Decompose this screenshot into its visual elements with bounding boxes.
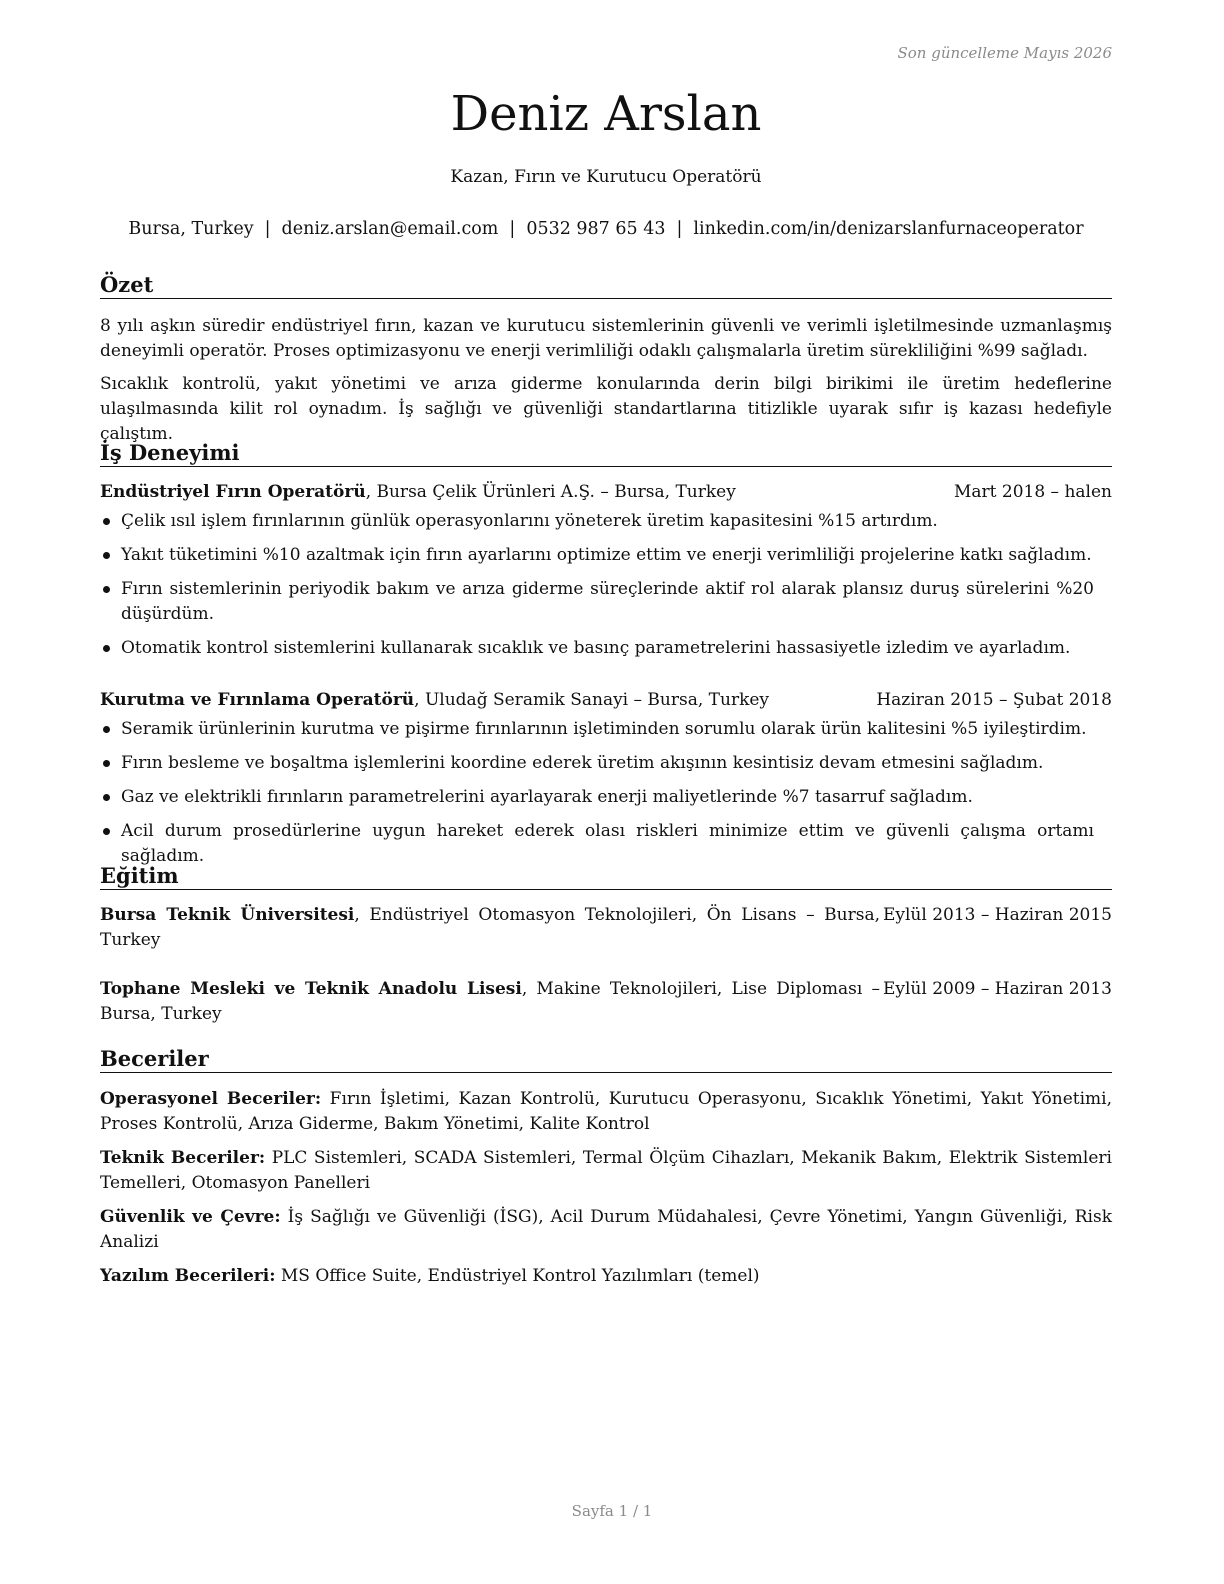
contact-separator: | bbox=[509, 219, 516, 239]
bullet-item: Gaz ve elektrikli fırınların parametrelerini ayarlayarak enerji maliyetlerinde %7 tasarruf sağladım. bbox=[100, 785, 1112, 810]
education-section bbox=[100, 863, 1112, 1027]
skills-section bbox=[100, 1046, 1112, 1289]
bullet-dot-icon bbox=[103, 726, 110, 733]
summary-paragraph: 8 yılı aşkın süredir endüstriyel fırın, kazan ve kurutucu sistemlerinin güvenli ve verimli işletilmesinde uzmanlaşmış deneyimli operatör. Proses optimizasyonu ve enerji verimliliği odaklı çalışmalarla üretim sürekliliğini %99 sağladı. bbox=[100, 316, 1112, 362]
section-title-experience: İş Deneyimi bbox=[100, 440, 1112, 467]
skill-group bbox=[100, 1146, 1112, 1196]
contact-separator: | bbox=[264, 219, 271, 239]
skill-group bbox=[100, 1264, 1112, 1289]
contact-line bbox=[100, 218, 1112, 241]
job-company: , Bursa Çelik Ürünleri A.Ş. – Bursa, Turkey bbox=[365, 482, 736, 503]
bullet-dot-icon bbox=[103, 518, 110, 525]
section-title-skills: Beceriler bbox=[100, 1046, 1112, 1073]
education-entry bbox=[100, 977, 1112, 1027]
bullet-item: Fırın sistemlerinin periyodik bakım ve arıza giderme süreçlerinde aktif rol alarak plansız duruş sürelerini %20 düşürdüm. bbox=[100, 577, 1112, 627]
summary-section bbox=[100, 272, 1112, 447]
page-number: Sayfa 1 / 1 bbox=[571, 1502, 653, 1520]
bullet-item: Yakıt tüketimini %10 azaltmak için fırın ayarlarını optimize ettim ve enerji verimliliği projelerine katkı sağladım. bbox=[100, 543, 1112, 568]
bullet-dot-icon bbox=[103, 760, 110, 767]
skill-items: Fırın İşletimi, Kazan Kontrolü, Kurutucu Operasyonu, Sıcaklık Yönetimi, Yakıt Yönetimi, Proses Kontrolü, Arıza Giderme, Bakım Yönetimi, Kalite Kontrol bbox=[100, 1089, 1112, 1135]
education-dates: Eylül 2013 – Haziran 2015 bbox=[882, 905, 1112, 926]
education-details: , Makine Teknolojileri, Lise Diploması – Bursa, Turkey bbox=[100, 979, 880, 1025]
skill-items: İş Sağlığı ve Güvenliği (İSG), Acil Durum Müdahalesi, Çevre Yönetimi, Yangın Güvenliği, Risk Analizi bbox=[100, 1207, 1112, 1253]
job-entry bbox=[100, 480, 1112, 661]
contact-separator: | bbox=[676, 219, 683, 239]
experience-section bbox=[100, 440, 1112, 869]
school-name: Tophane Mesleki ve Teknik Anadolu Lisesi bbox=[100, 979, 522, 1000]
job-bullets bbox=[100, 509, 1112, 661]
bullet-dot-icon bbox=[103, 794, 110, 801]
skill-label: Güvenlik ve Çevre: bbox=[100, 1207, 281, 1228]
job-dates: Mart 2018 – halen bbox=[953, 482, 1112, 503]
job-headline: Kazan, Fırın ve Kurutucu Operatörü bbox=[450, 167, 762, 187]
contact-phone[interactable]: 0532 987 65 43 bbox=[526, 219, 666, 239]
section-title-summary: Özet bbox=[100, 272, 1112, 299]
education-details: , Endüstriyel Otomasyon Teknolojileri, Ön Lisans – Bursa, Turkey bbox=[100, 905, 880, 951]
contact-location: Bursa, Turkey bbox=[128, 219, 254, 239]
job-header bbox=[100, 480, 1112, 505]
bullet-dot-icon bbox=[103, 586, 110, 593]
job-header bbox=[100, 688, 1112, 713]
bullet-item: Çelik ısıl işlem fırınlarının günlük operasyonlarını yöneterek üretim kapasitesini %15 artırdım. bbox=[100, 509, 1112, 534]
bullet-item: Acil durum prosedürlerine uygun hareket ederek olası riskleri minimize ettim ve güvenli çalışma ortamı sağladım. bbox=[100, 819, 1112, 869]
bullet-dot-icon bbox=[103, 828, 110, 835]
education-dates: Eylül 2009 – Haziran 2013 bbox=[882, 979, 1112, 1000]
contact-email[interactable]: deniz.arslan@email.com bbox=[281, 219, 499, 239]
skill-label: Teknik Beceriler: bbox=[100, 1148, 266, 1169]
job-bullets bbox=[100, 717, 1112, 869]
skill-items: PLC Sistemleri, SCADA Sistemleri, Termal Ölçüm Cihazları, Mekanik Bakım, Elektrik Sistemleri Temelleri, Otomasyon Panelleri bbox=[100, 1148, 1112, 1194]
bullet-dot-icon bbox=[103, 645, 110, 652]
bullet-item: Fırın besleme ve boşaltma işlemlerini koordine ederek üretim akışının kesintisiz devam etmesini sağladım. bbox=[100, 751, 1112, 776]
job-dates: Haziran 2015 – Şubat 2018 bbox=[876, 690, 1112, 711]
candidate-name: Deniz Arslan bbox=[450, 86, 762, 142]
skill-group bbox=[100, 1205, 1112, 1255]
job-role: Kurutma ve Fırınlama Operatörü bbox=[100, 690, 415, 711]
school-name: Bursa Teknik Üniversitesi bbox=[100, 905, 355, 926]
job-role: Endüstriyel Fırın Operatörü bbox=[100, 482, 366, 503]
summary-paragraph: Sıcaklık kontrolü, yakıt yönetimi ve arıza giderme konularında derin bilgi birikimi ile üretim hedeflerine ulaşılmasında kilit rol oynadım. İş sağlığı ve güvenliği standartlarına titizlikle uyarak sıfır iş kazası hedefiyle çalıştım. bbox=[100, 374, 1112, 445]
skill-label: Yazılım Becerileri: bbox=[100, 1266, 276, 1287]
skill-group bbox=[100, 1087, 1112, 1137]
bullet-dot-icon bbox=[103, 552, 110, 559]
skill-items: MS Office Suite, Endüstriyel Kontrol Yazılımları (temel) bbox=[275, 1266, 760, 1287]
contact-linkedin[interactable]: linkedin.com/in/denizarslanfurnaceoperator bbox=[693, 219, 1084, 239]
education-entry bbox=[100, 903, 1112, 953]
job-entry bbox=[100, 688, 1112, 869]
bullet-item: Otomatik kontrol sistemlerini kullanarak sıcaklık ve basınç parametrelerini hassasiyetle izledim ve ayarladım. bbox=[100, 636, 1112, 661]
skill-label: Operasyonel Beceriler: bbox=[100, 1089, 322, 1110]
last-updated: Son güncelleme Mayıs 2026 bbox=[897, 44, 1112, 62]
section-title-education: Eğitim bbox=[100, 863, 1112, 890]
bullet-item: Seramik ürünlerinin kurutma ve pişirme fırınlarının işletiminden sorumlu olarak ürün kalitesini %5 iyileştirdim. bbox=[100, 717, 1112, 742]
job-company: , Uludağ Seramik Sanayi – Bursa, Turkey bbox=[414, 690, 770, 711]
